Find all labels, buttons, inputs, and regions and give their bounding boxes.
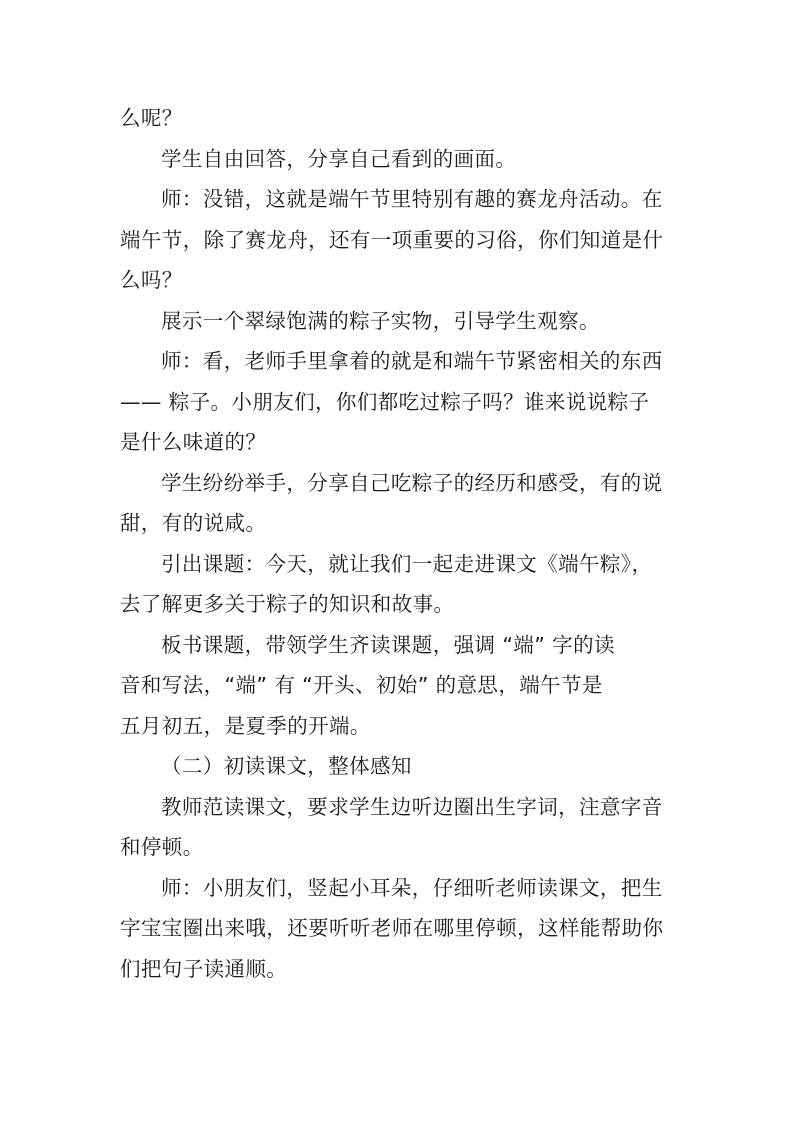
text-line: 师：看，老师手里拿着的就是和端午节紧密相关的东西 <box>161 349 663 373</box>
text-line: 五月初五，是夏季的开端。 <box>120 713 371 738</box>
text-line: 教师范读课文，要求学生边听边圈出生字词，注意字音 <box>161 794 663 819</box>
text-line: 学生自由回答，分享自己看到的画面。 <box>161 146 517 171</box>
text-line: 端午节，除了赛龙舟，还有一项重要的习俗，你们知道是什 <box>120 227 664 252</box>
text-line: 学生纷纷举手，分享自己吃粽子的经历和感受，有的说 <box>161 470 663 495</box>
text-line: —— 粽子。小朋友们，你们都吃过粽子吗？谁来说说粽子 <box>120 389 650 414</box>
text-line: 音和写法，“端” 有 “开头、初始” 的意思，端午节是 <box>120 673 603 697</box>
text-line: 么呢？ <box>120 106 183 130</box>
text-line: 展示一个翠绿饱满的粽子实物，引导学生观察。 <box>161 308 600 333</box>
text-line: 么吗？ <box>120 268 183 292</box>
text-line: 师：小朋友们，竖起小耳朵，仔细听老师读课文，把生 <box>161 875 663 900</box>
text-line: 甜，有的说咸。 <box>120 511 267 535</box>
text-line: 字宝宝圈出来哦，还要听听老师在哪里停顿，这样能帮助你 <box>120 916 664 940</box>
text-line: 和停顿。 <box>120 835 204 859</box>
text-line: 去了解更多关于粽子的知识和故事。 <box>120 592 455 616</box>
text-line: 是什么味道的？ <box>120 430 267 454</box>
text-line: 师：没错，这就是端午节里特别有趣的赛龙舟活动。在 <box>161 187 663 211</box>
text-line: 们把句子读通顺。 <box>120 956 288 981</box>
body-text <box>120 98 676 989</box>
text-line: 板书课题，带领学生齐读课题，强调 “端” 字的读 <box>161 632 615 657</box>
section-heading: （二）初读课文，整体感知 <box>161 754 412 778</box>
text-line: 引出课题：今天，就让我们一起走进课文《端午粽》， <box>161 551 653 576</box>
